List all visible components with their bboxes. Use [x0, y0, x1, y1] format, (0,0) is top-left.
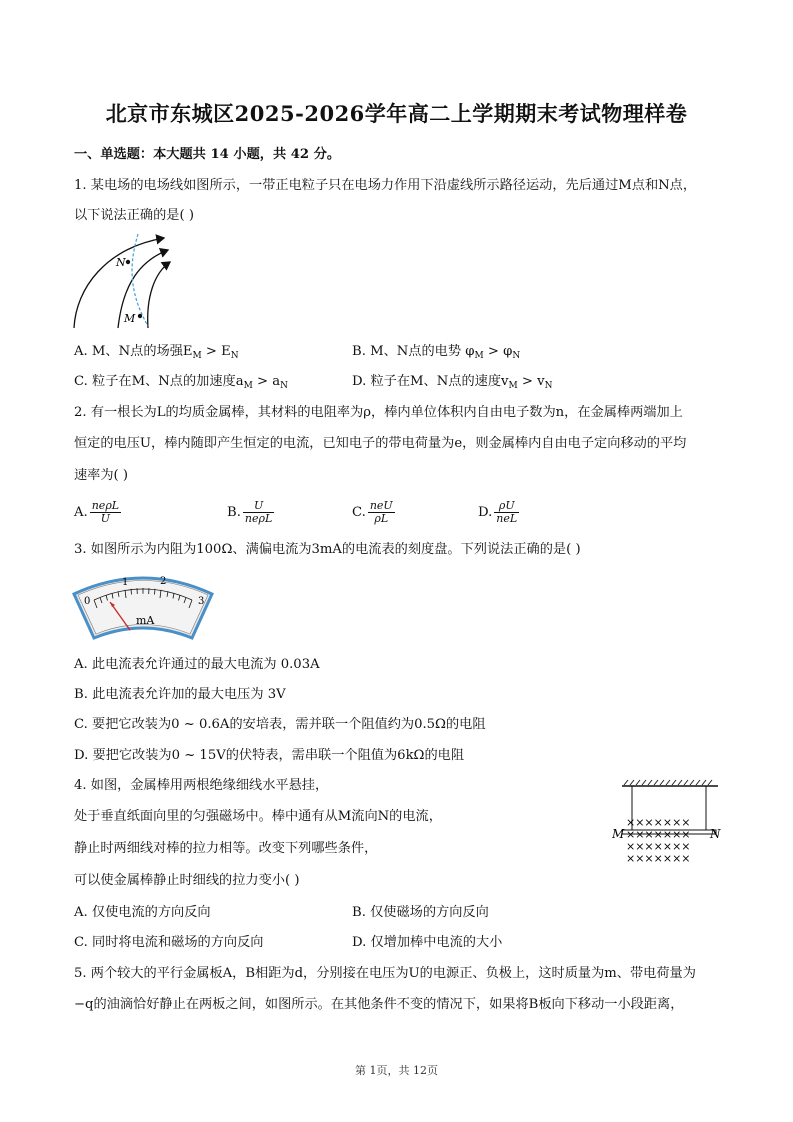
page-title: 北京市东城区2025-2026学年高二上学期期末考试物理样卷 [105, 101, 688, 126]
q1-label-m: M [124, 312, 136, 325]
q4-option-c: C. 同时将电流和磁场的方向反向 [74, 935, 264, 950]
q1-option-a: A. M、N点的场强$E_M > E_N$ [74, 344, 239, 361]
q3-tick-3: 3 [198, 596, 205, 607]
q3-tick-0: 0 [84, 596, 91, 607]
q2-stem-line3: 速率为( ) [74, 468, 129, 483]
page-footer: 第 1页，共 12页 [355, 1064, 438, 1077]
q5-stem-line1: 5. 两个较大的平行金属板A，B相距为d，分别接在电压为U的电源正、负极上，这时质量为m、带电荷量为 [74, 966, 696, 981]
q4-stem-line2: 处于垂直纸面向里的匀强磁场中。棒中通有从M流向N的电流， [74, 809, 442, 824]
q1-option-b: B. M、N点的电势 $\varphi_M > \varphi_N$ [352, 344, 521, 361]
q4-field-row-1: ××××××× [626, 816, 691, 829]
q2-option-c: C. $\frac{\text{neU}}{\rho L}$ [352, 499, 393, 525]
q3-option-c: C. 要把它改装为0 ~ 0.6A的安培表，需并联一个阻值约为0.5Ω的电阻 [74, 717, 486, 732]
q4-magnetic-field-figure [612, 778, 724, 864]
q3-option-b: B. 此电流表允许加的最大电压为 3V [74, 687, 286, 702]
q4-field-row-3: ××××××× [626, 840, 691, 853]
q4-label-n: N [710, 827, 721, 841]
q3-ammeter-dial-figure [68, 568, 218, 644]
q2-stem-line2: 恒定的电压U，棒内随即产生恒定的电流，已知电子的带电荷量为e，则金属棒内自由电子定向移动的平均 [74, 436, 687, 451]
q3-option-a: A. 此电流表允许通过的最大电流为 0.03A [74, 657, 320, 672]
q4-stem-line3: 静止时两细线对棒的拉力相等。改变下列哪些条件， [74, 841, 378, 856]
q1-stem-line1: 1. 某电场的电场线如图所示，一带正电粒子只在电场力作用下沿虚线所示路径运动，先后通过M点和N点， [74, 178, 697, 193]
q4-field-row-4: ××××××× [626, 852, 691, 864]
q5-stem-line2: −q的油滴恰好静止在两板之间，如图所示。在其他条件不变的情况下，如果将B板向下移动一小段距离， [74, 997, 684, 1012]
q2-stem-line1: 2. 有一根长为L的均质金属棒，其材料的电阻率为ρ，棒内单位体积内自由电子数为n，在金属棒两端加上 [74, 405, 683, 420]
q4-label-m: M [612, 827, 625, 841]
q3-option-d: D. 要把它改装为0 ~ 15V的伏特表，需串联一个阻值为6kΩ的电阻 [74, 748, 465, 763]
q2-option-b: B. $\frac{U}{\text{neρL}}$ [227, 499, 273, 525]
q1-stem-line2: 以下说法正确的是( ) [74, 208, 194, 223]
q1-option-d: D. 粒子在M、N点的速度$v_M > v_N$ [352, 374, 553, 391]
q3-unit-label: mA [136, 614, 155, 627]
q3-stem-line1: 3. 如图所示为内阻为100Ω、满偏电流为3mA的电流表的刻度盘。下列说法正确的是( ) [74, 542, 581, 557]
q3-tick-1: 1 [122, 577, 129, 588]
section-heading: 一、单选题：本大题共 14 小题，共 42 分。 [74, 147, 341, 162]
q1-option-c: C. 粒子在M、N点的加速度$a_M > a_N$ [74, 374, 288, 391]
q4-stem-line1: 4. 如图，金属棒用两根绝缘细线水平悬挂， [74, 778, 329, 793]
q4-option-a: A. 仅使电流的方向反向 [74, 905, 211, 920]
q1-electric-field-figure [66, 228, 176, 336]
q2-option-a: A. $\frac{\text{neρL}}{U}$ [74, 499, 120, 525]
q4-option-b: B. 仅使磁场的方向反向 [352, 905, 489, 920]
q1-label-n: N [116, 256, 126, 269]
q4-field-row-2: ××××××× [626, 828, 691, 841]
q3-tick-2: 2 [160, 576, 167, 587]
q4-option-d: D. 仅增加棒中电流的大小 [352, 935, 503, 950]
q2-option-d: D. $\frac{\rho U}{\text{neL}}$ [478, 499, 518, 525]
q4-stem-line4: 可以使金属棒静止时细线的拉力变小( ) [74, 873, 300, 888]
